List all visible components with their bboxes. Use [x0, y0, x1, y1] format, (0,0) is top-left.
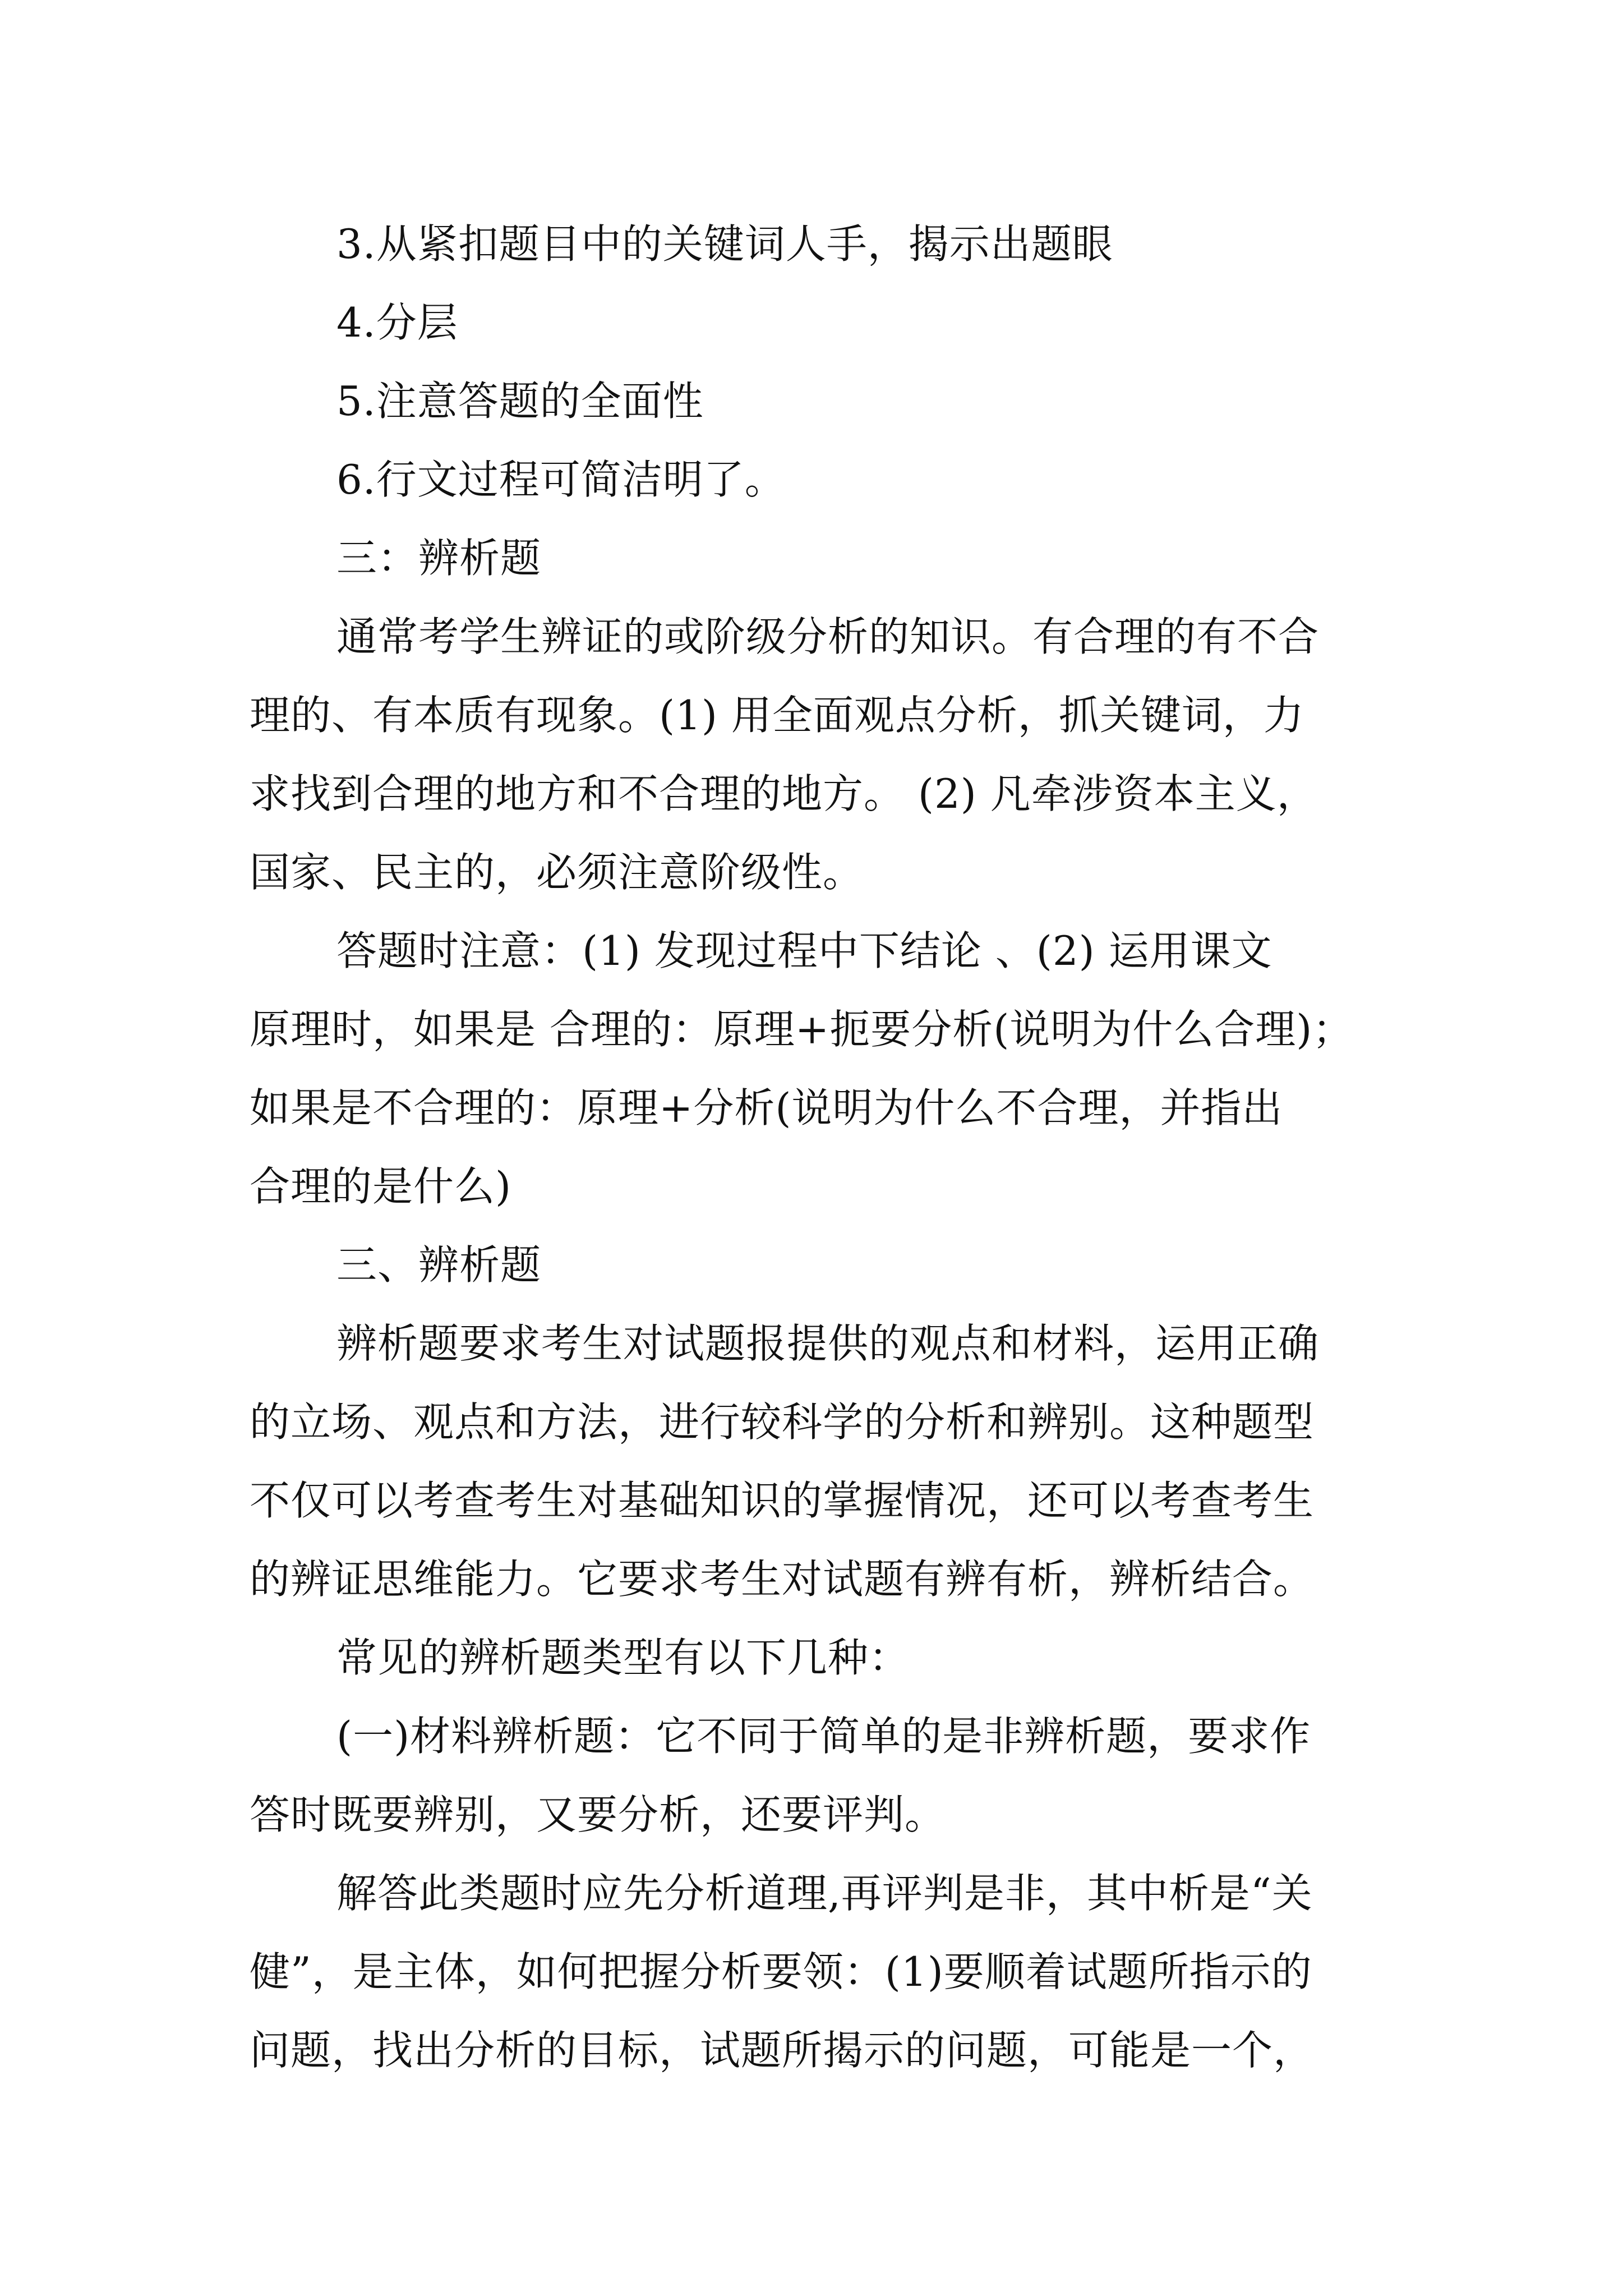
section-heading: 三、辨析题 [336, 1241, 542, 1289]
text-line: 不仅可以考查考生对基础知识的掌握情况，还可以考查考生 [250, 1477, 1315, 1524]
text-line: 4.分层 [336, 299, 458, 346]
text-line: 6.行文过程可简洁明了。 [336, 456, 786, 503]
text-line: 如果是不合理的：原理+分析(说明为什么不合理，并指出 [250, 1084, 1283, 1131]
text-line: 通常考学生辨证的或阶级分析的知识。有合理的有不合 [336, 613, 1320, 660]
text-line: 合理的是什么) [250, 1163, 512, 1210]
text-line: 的辨证思维能力。它要求考生对试题有辨有析，辨析结合。 [250, 1556, 1315, 1603]
text-line: 答时既要辨别，又要分析，还要评判。 [250, 1791, 946, 1838]
text-line: 辨析题要求考生对试题报提供的观点和材料，运用正确 [336, 1320, 1320, 1367]
text-line: (一)材料辨析题：它不同于简单的是非辨析题，要求作 [336, 1713, 1311, 1760]
text-line: 的立场、观点和方法，进行较科学的分析和辨别。这种题型 [250, 1398, 1315, 1446]
text-line: 原理时，如果是 合理的：原理+扼要分析(说明为什么合理)； [250, 1006, 1354, 1053]
text-line: 理的、有本质有现象。(1) 用全面观点分析，抓关键词，力 [250, 692, 1304, 739]
text-line: 3.从紧扣题目中的关键词人手，揭示出题眼 [336, 220, 1113, 268]
text-line: 解答此类题时应先分析道理,再评判是非，其中析是“关 [336, 1870, 1313, 1917]
text-line: 答题时注意：(1) 发现过程中下结论 、(2) 运用课文 [336, 927, 1272, 974]
text-line: 健”，是主体，如何把握分析要领：(1)要顺着试题所指示的 [250, 1948, 1312, 1995]
text-line: 国家、民主的，必须注意阶级性。 [250, 849, 864, 896]
text-line: 常见的辨析题类型有以下几种： [336, 1634, 910, 1681]
text-line: 求找到合理的地方和不合理的地方。 (2) 凡牵涉资本主义， [250, 770, 1318, 817]
section-heading: 三：辨析题 [336, 535, 542, 582]
text-line: 问题，找出分析的目标，试题所揭示的问题，可能是一个， [250, 2027, 1315, 2074]
text-line: 5.注意答题的全面性 [336, 378, 704, 425]
